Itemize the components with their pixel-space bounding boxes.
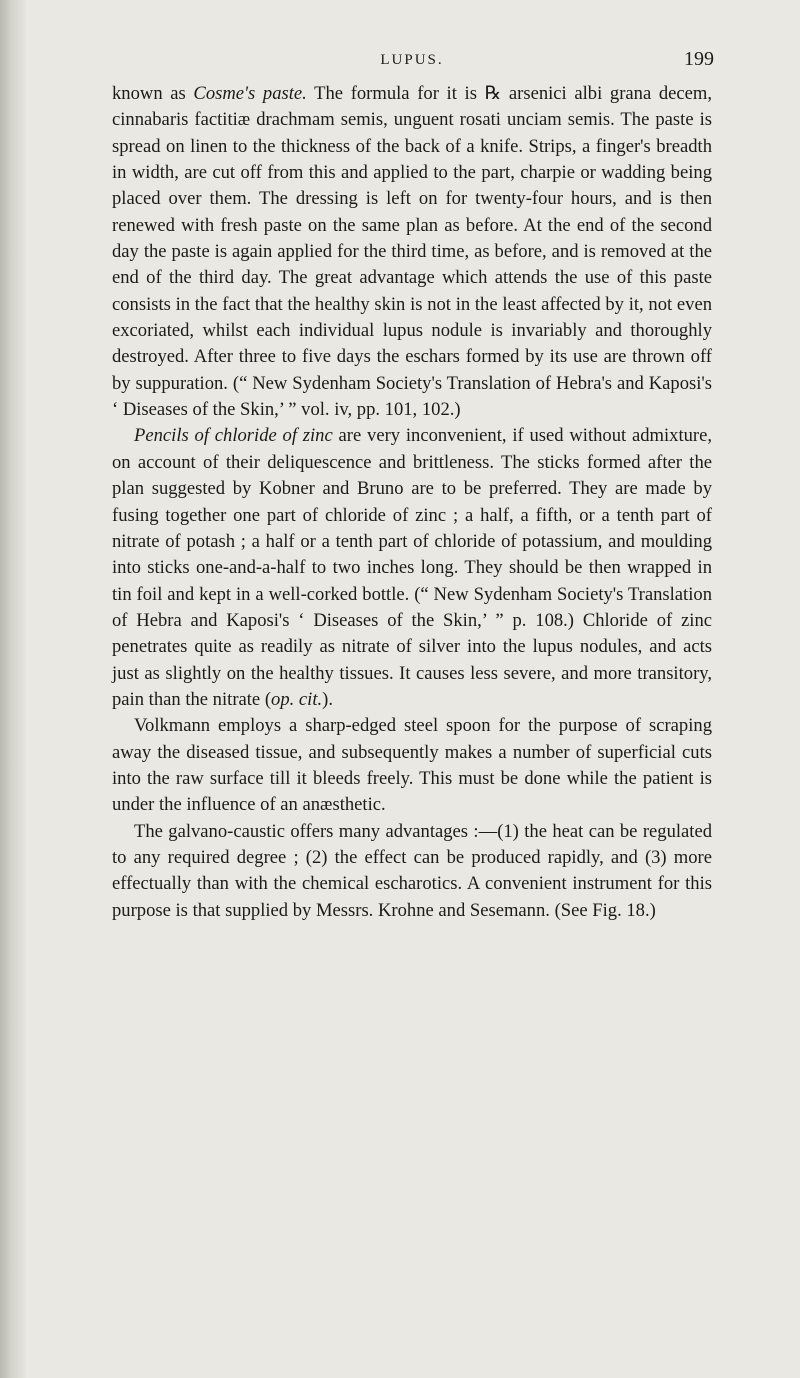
paragraph bbox=[112, 713, 712, 818]
text-run: Volkmann employs a sharp-edged steel spoon for the purpose of scraping away the diseased tissue, and subsequently makes a number of superficial cuts into the raw surface till it bleeds freely. This must be done while the patient is under the influence of an anæsthetic. bbox=[112, 715, 712, 816]
italic-text: Cosme's paste. bbox=[193, 83, 307, 104]
running-head bbox=[110, 48, 714, 78]
text-run: The formula for it is ℞ arsenici albi grana decem, cinnabaris factitiæ drachmam semis, unguent rosati unciam semis. The paste is spread on linen to the thickness of the back of a knife. Strips, a finger's breadth in width, are cut off from this and applied to the part, charpie or wadding being placed over them. The dressing is left on for twenty-four hours, and is then renewed with fresh paste on the same plan as before. At the end of the second day the paste is again applied for the third time, as before, and is removed at the end of the third day. The great advantage which attends the use of this paste consists in the fact that the healthy skin is not in the least affected by it, not even excoriated, whilst each individual lupus nodule is invariably and thoroughly destroyed. After three to five days the eschars formed by its use are thrown off by suppuration. (“ New Sydenham Society's Translation of Hebra's and Kaposi's ‘ Diseases of the Skin,’ ” vol. iv, pp. 101, 102.) bbox=[112, 83, 713, 421]
paragraph bbox=[112, 423, 712, 713]
text-run: ). bbox=[322, 688, 333, 710]
body-text bbox=[112, 81, 712, 924]
running-title: LUPUS. bbox=[380, 52, 444, 68]
italic-text: op. cit. bbox=[271, 688, 323, 710]
paragraph bbox=[112, 81, 712, 423]
paragraph bbox=[112, 819, 712, 924]
page-number: 199 bbox=[684, 48, 714, 70]
text-run: known as bbox=[112, 83, 194, 104]
italic-text: Pencils of chloride of zinc bbox=[134, 425, 333, 447]
text-run: The galvano-caustic offers many advantages :—(1) the heat can be regulated to any required degree ; (2) the effect can be produced rapidly, and (3) more effectually than with the chemical escharotics. A convenient instrument for this purpose is that supplied by Messrs. Krohne and Sesemann. (See Fig. 18.) bbox=[112, 820, 712, 921]
text-run: are very inconvenient, if used without admixture, on account of their deliquescence and brittleness. The sticks formed after the plan suggested by Kobner and Bruno are to be preferred. They are made by fusing together one part of chloride of zinc ; a half, a fifth, or a tenth part of nitrate of potash ; a half or a tenth part of chloride of potassium, and moulding into sticks one-and-a-half to two inches long. They should be then wrapped in tin foil and kept in a well-corked bottle. (“ New Sydenham Society's Translation of Hebra and Kaposi's ‘ Diseases of the Skin,’ ” p. 108.) Chloride of zinc penetrates quite as readily as nitrate of silver into the lupus nodules, and acts just as slightly on the healthy tissues. It causes less severe, and more transitory, pain than the nitrate ( bbox=[112, 425, 713, 710]
